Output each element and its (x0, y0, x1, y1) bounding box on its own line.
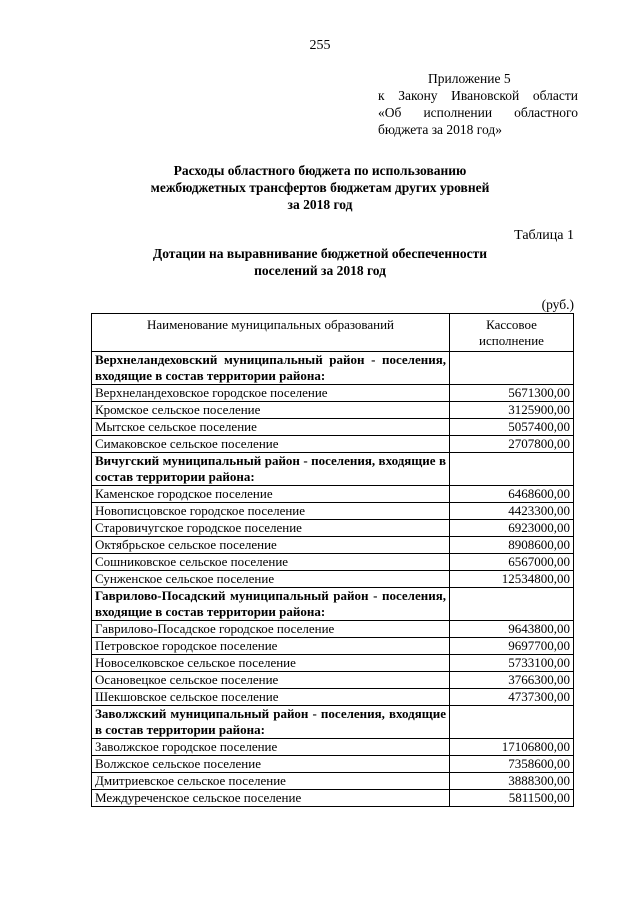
table-row (92, 520, 574, 537)
cash-execution-value (450, 352, 574, 385)
table-row (92, 655, 574, 672)
district-name: Верхнеландеховский муниципальный район - поселения, входящие в состав территории района: (92, 352, 450, 385)
header-value-line-1: Кассовое (486, 317, 537, 332)
settlement-name: Сошниковское сельское поселение (92, 554, 450, 571)
district-name: Вичугский муниципальный район - поселения, входящие в состав территории района: (92, 453, 450, 486)
table-group-row (92, 588, 574, 621)
unit-label: (руб.) (541, 297, 574, 312)
cash-execution-value: 3888300,00 (450, 773, 574, 790)
table-row (92, 773, 574, 790)
table-row (92, 503, 574, 520)
header-name: Наименование муниципальных образований (92, 314, 450, 352)
table-row (92, 537, 574, 554)
cash-execution-value: 9643800,00 (450, 621, 574, 638)
table-title-line-1: Дотации на выравнивание бюджетной обеспеченности (152, 246, 488, 261)
settlement-name: Старовичугское городское поселение (92, 520, 450, 537)
cash-execution-value (450, 453, 574, 486)
settlement-name: Дмитриевское сельское поселение (92, 773, 450, 790)
cash-execution-value: 5811500,00 (450, 790, 574, 807)
table-title (0, 245, 640, 279)
table-title-line-2: поселений за 2018 год (254, 263, 386, 278)
page-number: 255 (309, 38, 331, 53)
table-row (92, 419, 574, 436)
table-header-row (92, 314, 574, 352)
settlement-name: Заволжское городское поселение (92, 739, 450, 756)
district-name: Заволжский муниципальный район - поселения, входящие в состав территории района: (92, 706, 450, 739)
settlement-name: Новописцовское городское поселение (92, 503, 450, 520)
cash-execution-value: 5733100,00 (450, 655, 574, 672)
settlement-name: Каменское городское поселение (92, 486, 450, 503)
cash-execution-value: 6468600,00 (450, 486, 574, 503)
header-value-line-2: исполнение (479, 333, 544, 348)
settlement-name: Сунженское сельское поселение (92, 571, 450, 588)
table-row (92, 571, 574, 588)
settlement-name: Мытское сельское поселение (92, 419, 450, 436)
settlement-name: Осановецкое сельское поселение (92, 672, 450, 689)
cash-execution-value: 4737300,00 (450, 689, 574, 706)
cash-execution-value: 2707800,00 (450, 436, 574, 453)
settlement-name: Петровское городское поселение (92, 638, 450, 655)
cash-execution-value: 4423300,00 (450, 503, 574, 520)
cash-execution-value (450, 588, 574, 621)
cash-execution-value (450, 706, 574, 739)
table-row (92, 638, 574, 655)
settlement-name: Междуреченское сельское поселение (92, 790, 450, 807)
cash-execution-value: 7358600,00 (450, 756, 574, 773)
district-name: Гаврилово-Посадский муниципальный район - поселения, входящие в состав территории района: (92, 588, 450, 621)
table-group-row (92, 706, 574, 739)
table-row (92, 402, 574, 419)
table-row (92, 621, 574, 638)
table-label: Таблица 1 (514, 228, 574, 243)
table-group-row (92, 453, 574, 486)
settlement-name: Гаврилово-Посадское городское поселение (92, 621, 450, 638)
settlement-name: Волжское сельское поселение (92, 756, 450, 773)
document-title (0, 162, 640, 213)
settlement-name: Шекшовское сельское поселение (92, 689, 450, 706)
header-value (450, 314, 574, 352)
table-row (92, 486, 574, 503)
settlement-name: Новоселковское сельское поселение (92, 655, 450, 672)
cash-execution-value: 8908600,00 (450, 537, 574, 554)
table-group-row (92, 352, 574, 385)
appendix-note (378, 70, 578, 138)
table-row (92, 436, 574, 453)
cash-execution-value: 5057400,00 (450, 419, 574, 436)
table-row (92, 385, 574, 402)
data-table (91, 313, 574, 807)
document-title-line-2: межбюджетных трансфертов бюджетам других уровней (150, 180, 490, 195)
table-row (92, 756, 574, 773)
table-row (92, 739, 574, 756)
table-row (92, 790, 574, 807)
appendix-line-3: «Об исполнении областного (378, 105, 578, 120)
appendix-line-2: к Закону Ивановской области (378, 88, 578, 103)
cash-execution-value: 9697700,00 (450, 638, 574, 655)
settlement-name: Симаковское сельское поселение (92, 436, 450, 453)
cash-execution-value: 17106800,00 (450, 739, 574, 756)
cash-execution-value: 6923000,00 (450, 520, 574, 537)
table-row (92, 554, 574, 571)
appendix-line-4: бюджета за 2018 год» (378, 122, 502, 137)
cash-execution-value: 5671300,00 (450, 385, 574, 402)
cash-execution-value: 6567000,00 (450, 554, 574, 571)
document-title-line-3: за 2018 год (287, 197, 353, 212)
cash-execution-value: 12534800,00 (450, 571, 574, 588)
table-row (92, 672, 574, 689)
cash-execution-value: 3766300,00 (450, 672, 574, 689)
table-body (92, 352, 574, 807)
appendix-line-1: Приложение 5 (428, 71, 511, 86)
settlement-name: Октябрьское сельское поселение (92, 537, 450, 554)
document-title-line-1: Расходы областного бюджета по использованию (173, 163, 467, 178)
cash-execution-value: 3125900,00 (450, 402, 574, 419)
settlement-name: Верхнеландеховское городское поселение (92, 385, 450, 402)
table-row (92, 689, 574, 706)
settlement-name: Кромское сельское поселение (92, 402, 450, 419)
